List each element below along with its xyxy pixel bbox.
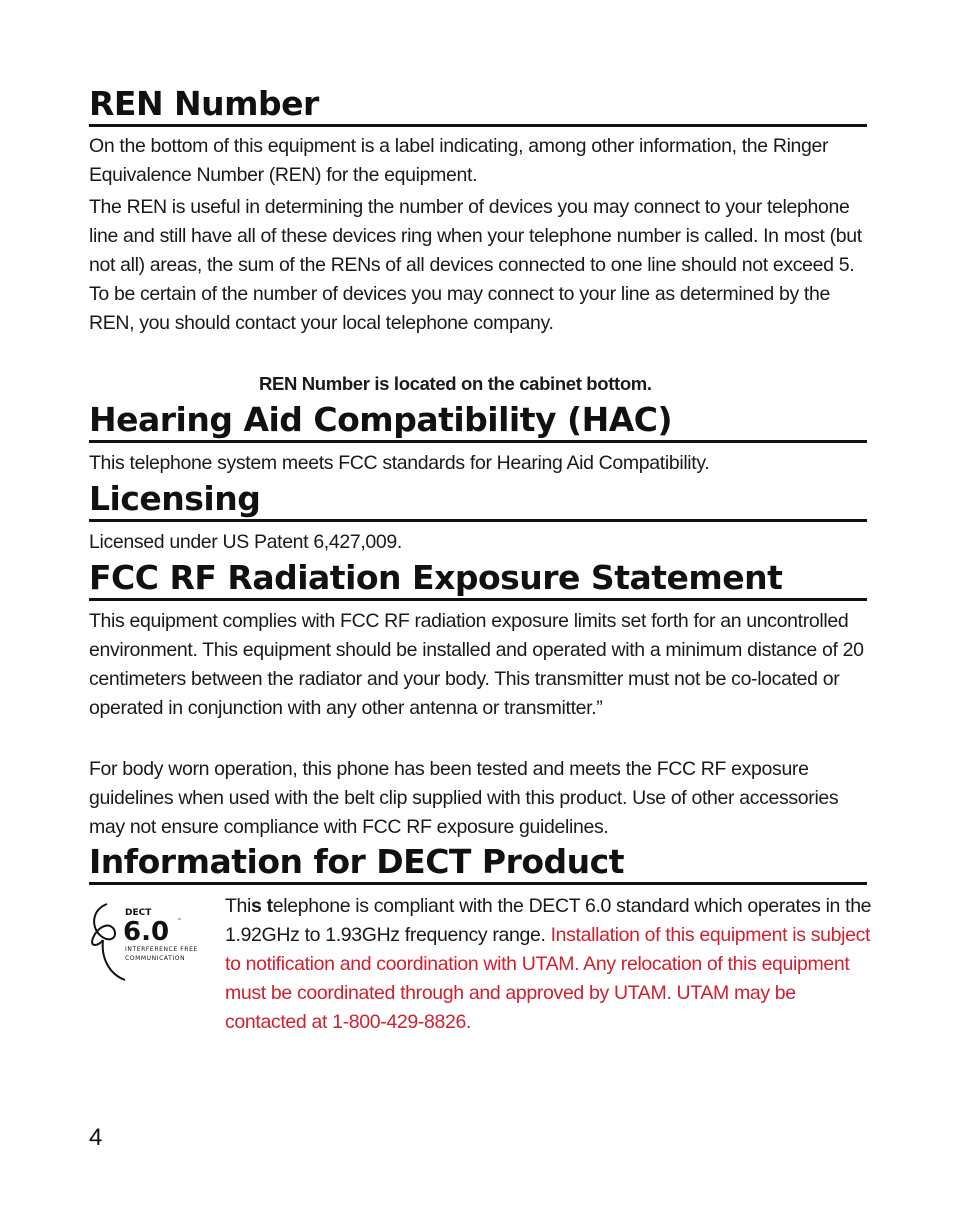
dect-text-b: s t	[251, 895, 273, 917]
hac-paragraph: This telephone system meets FCC standards for Hearing Aid Compatibility.	[89, 452, 710, 474]
fcc-paragraph-2: For body worn operation, this phone has been tested and meets the FCC RF exposure guidelines when used with the belt clip supplied with this product. Use of other accessories may not ensure compliance with FCC RF exposure guidelines.	[89, 758, 839, 838]
page-number: 4	[89, 1124, 103, 1151]
section-heading-licensing	[89, 481, 867, 522]
licensing-paragraph: Licensed under US Patent 6,427,009.	[89, 531, 402, 553]
section-heading-ren	[89, 86, 867, 127]
section-heading-hac	[89, 402, 867, 443]
dect-logo-line1: INTERFERENCE FREE	[125, 946, 198, 953]
ren-paragraph-1: On the bottom of this equipment is a label indicating, among other information, the Ringer Equivalence Number (REN) for the equipment.	[89, 135, 829, 186]
dect-paragraph	[225, 892, 875, 1037]
fcc-paragraph-1: This equipment complies with FCC RF radiation exposure limits set forth for an uncontrolled environment. This equipment should be installed and operated with a minimum distance of 20 centimeters between the radiator and your body. This transmitter must not be co-located or operated in conjunction with any other antenna or transmitter.”	[89, 610, 864, 719]
dect-text-c: elephone is compliant with the DECT 6.0 standard which operates in the 1.92GHz to 1.93GHz frequency range.	[225, 895, 872, 946]
ren-title: REN Number	[89, 84, 319, 123]
section-heading-fcc	[89, 560, 867, 601]
dect-logo-tm: ™	[177, 918, 182, 924]
dect-6-logo-icon	[89, 898, 201, 982]
hac-title: Hearing Aid Compatibility (HAC)	[89, 400, 673, 439]
licensing-title: Licensing	[89, 479, 261, 518]
dect-logo-big-label: 6.0	[123, 917, 170, 947]
dect-utam-notice: Installation of this equipment is subject to notification and coordination with UTAM. Any relocation of this equipment must be coordinated through and approved by UTAM. UTAM may be contacted at 1-800-429-8826.	[225, 924, 871, 1033]
section-heading-dect	[89, 844, 867, 885]
fcc-title: FCC RF Radiation Exposure Statement	[89, 558, 783, 597]
ren-location-note: REN Number is located on the cabinet bottom.	[259, 373, 652, 394]
dect-logo-small-label: DECT	[125, 908, 152, 918]
dect-logo-line2: COMMUNICATION	[125, 955, 186, 962]
dect-title: Information for DECT Product	[89, 842, 624, 881]
ren-paragraph-2: The REN is useful in determining the number of devices you may connect to your telephone line and still have all of these devices ring when your telephone number is called. In most (but not all) areas, the sum of the RENs of all devices connected to one line should not exceed 5. To be certain of the number of devices you may connect to your line as determined by the REN, you should contact your local telephone company.	[89, 196, 862, 334]
dect-text-a: Thi	[225, 895, 252, 917]
